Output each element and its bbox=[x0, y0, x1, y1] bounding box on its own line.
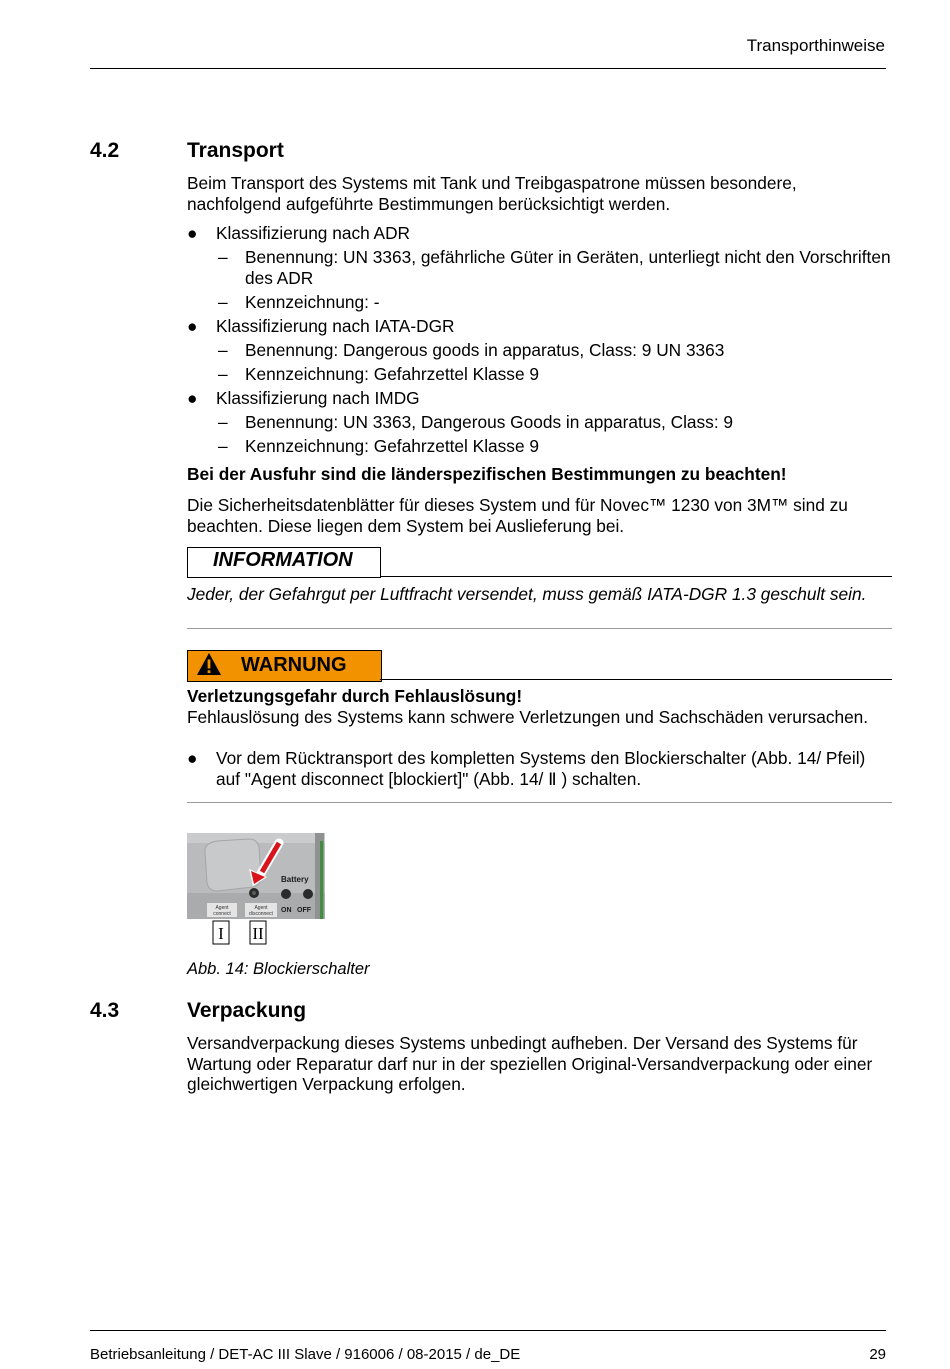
warning-text: Fehlauslösung des Systems kann schwere Verletzungen und Sachschäden verursachen. bbox=[187, 707, 869, 727]
off-label: OFF bbox=[297, 907, 311, 914]
sub-list-item bbox=[187, 247, 892, 288]
agent-disconnect-label-line1: Agent bbox=[254, 905, 268, 911]
warning-instruction: Vor dem Rücktransport des kompletten Systems den Blockierschalter (Abb. 14/ Pfeil) auf "Agent disconnect [blockiert]" (Abb. 14/ Ⅱ ) schalten. bbox=[216, 748, 866, 789]
export-note: Bei der Ausfuhr sind die länderspezifischen Bestimmungen zu beachten! bbox=[187, 464, 787, 484]
agent-connect-label-line1: Agent bbox=[215, 905, 229, 911]
sub-list-item-text: Kennzeichnung: - bbox=[245, 291, 380, 312]
sub-list-item bbox=[187, 436, 892, 457]
list-item-label: Klassifizierung nach IATA-DGR bbox=[216, 315, 455, 336]
bullet-icon: ● bbox=[187, 315, 198, 336]
figure-caption: Abb. 14: Blockierschalter bbox=[187, 960, 370, 978]
running-header: Transporthinweise bbox=[746, 36, 885, 55]
information-label: INFORMATION bbox=[213, 549, 353, 571]
sub-list-item-text: Benennung: Dangerous goods in apparatus, Class: 9 UN 3363 bbox=[245, 339, 725, 360]
section-number: 4.2 bbox=[90, 139, 120, 162]
list-item bbox=[187, 316, 892, 337]
sub-list-item-text: Benennung: UN 3363, gefährliche Güter in Geräten, unterliegt nicht den Vorschriften des ADR bbox=[245, 247, 891, 288]
classification-list bbox=[187, 223, 892, 456]
dash-icon: – bbox=[218, 339, 228, 360]
list-item bbox=[187, 223, 892, 244]
warning-instruction-list bbox=[187, 748, 892, 789]
information-text: Jeder, der Gefahrgut per Luftfracht versendet, muss gemäß IATA-DGR 1.3 geschult sein. bbox=[187, 584, 867, 604]
list-item-label: Klassifizierung nach IMDG bbox=[216, 387, 420, 408]
dash-icon: – bbox=[218, 247, 228, 267]
sub-list-item-text: Benennung: UN 3363, Dangerous Goods in apparatus, Class: 9 bbox=[245, 411, 734, 432]
warning-label: WARNUNG bbox=[241, 654, 347, 676]
warning-top-rule bbox=[380, 679, 892, 680]
warning-bottom-rule bbox=[187, 802, 892, 803]
sub-list-item bbox=[187, 364, 892, 385]
list-item bbox=[187, 748, 892, 789]
datasheet-note: Die Sicherheitsdatenblätter für dieses System und für Novec™ 1230 von 3M™ sind zu beachten. Diese liegen dem System bei Auslieferung bei. bbox=[187, 495, 848, 536]
section-title: Transport bbox=[187, 139, 284, 162]
sub-list-item bbox=[187, 412, 892, 433]
header-divider bbox=[90, 68, 886, 69]
dash-icon: – bbox=[218, 291, 228, 312]
bullet-icon: ● bbox=[187, 748, 198, 768]
on-label: ON bbox=[281, 907, 292, 914]
figure-marker-2: II bbox=[252, 924, 264, 943]
list-item-label: Klassifizierung nach ADR bbox=[216, 223, 411, 243]
sub-list-item-text: Kennzeichnung: Gefahrzettel Klasse 9 bbox=[245, 363, 539, 384]
intro-paragraph: Beim Transport des Systems mit Tank und Treibgaspatrone müssen besondere, nachfolgend aufgeführte Bestimmungen berücksichtigt werden. bbox=[187, 173, 797, 214]
list-item bbox=[187, 388, 892, 409]
dash-icon: – bbox=[218, 363, 228, 384]
information-top-rule bbox=[380, 576, 892, 577]
warning-triangle-icon bbox=[196, 652, 222, 676]
dash-icon: – bbox=[218, 411, 228, 432]
sub-list-item-text: Kennzeichnung: Gefahrzettel Klasse 9 bbox=[245, 435, 539, 456]
page-number: 29 bbox=[869, 1346, 886, 1363]
packaging-paragraph: Versandverpackung dieses Systems unbedingt aufheben. Der Versand des Systems für Wartung oder Reparatur darf nur in der speziellen Original-Versandverpackung oder einer gleichwertigen Verpackung erfolgen. bbox=[187, 1033, 873, 1094]
dash-icon: – bbox=[218, 435, 228, 456]
agent-disconnect-label-line2: disconnect bbox=[249, 911, 273, 917]
footer-document-info: Betriebsanleitung / DET-AC III Slave / 916006 / 08-2015 / de_DE bbox=[90, 1346, 521, 1363]
sub-list-item bbox=[187, 340, 892, 361]
figure-marker-1: I bbox=[218, 924, 224, 943]
footer-divider bbox=[90, 1330, 886, 1331]
blocking-switch-figure bbox=[187, 831, 333, 946]
bullet-icon: ● bbox=[187, 223, 198, 243]
bullet-icon: ● bbox=[187, 387, 198, 408]
information-bottom-rule bbox=[187, 628, 892, 629]
battery-label: Battery bbox=[281, 875, 309, 884]
warning-heading: Verletzungsgefahr durch Fehlauslösung! bbox=[187, 686, 523, 706]
section-number: 4.3 bbox=[90, 999, 120, 1022]
section-title: Verpackung bbox=[187, 999, 307, 1022]
sub-list-item bbox=[187, 292, 892, 313]
agent-connect-label-line2: connect bbox=[213, 911, 231, 917]
